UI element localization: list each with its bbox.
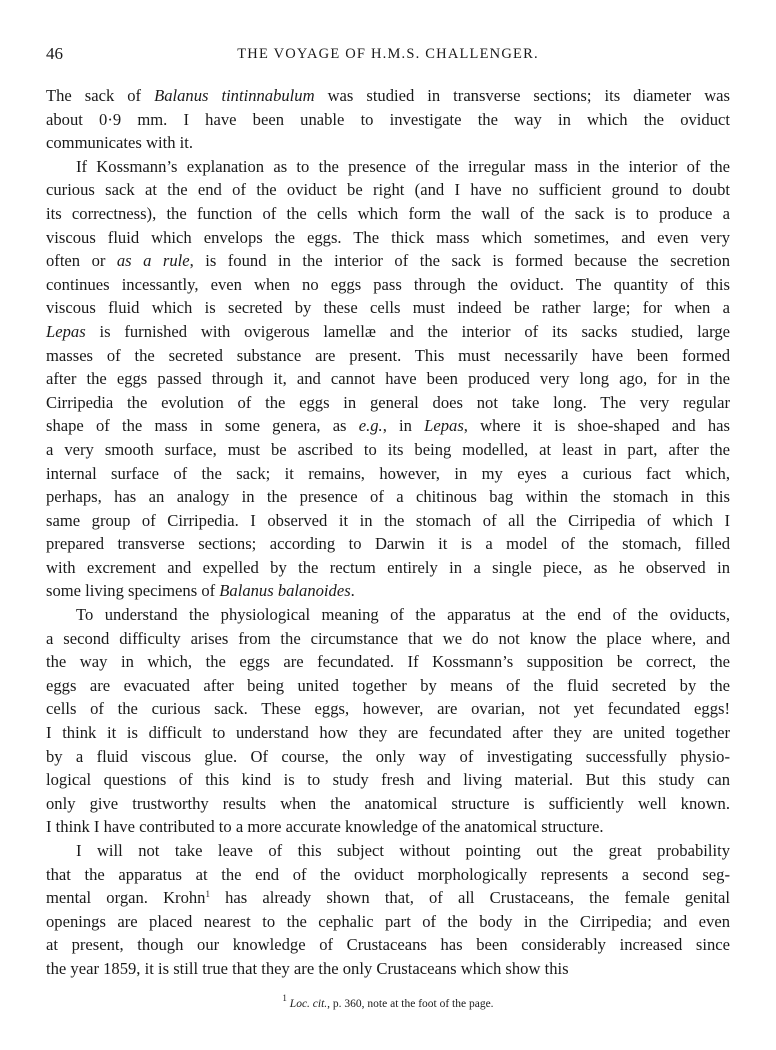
text-line — [46, 957, 730, 981]
paragraph — [46, 603, 730, 839]
text-line — [46, 391, 730, 415]
text-line — [46, 344, 730, 368]
italic-text: Balanus balanoides — [219, 581, 351, 601]
text-line — [46, 320, 730, 344]
text-line — [46, 650, 730, 674]
text-line — [46, 438, 730, 462]
text-run: has already shown that, of all Crustaceans, the female genital — [209, 888, 730, 908]
document-page — [46, 44, 730, 1010]
paragraph — [46, 84, 730, 155]
text-line — [46, 131, 730, 155]
body-text — [46, 84, 730, 981]
text-run: after the eggs passed through it, and cannot have been produced very long ago, for in the — [46, 369, 730, 389]
text-run: at present, though our knowledge of Crustaceans has been considerably increased since — [46, 935, 730, 955]
text-line — [46, 674, 730, 698]
text-line — [46, 697, 730, 721]
text-run: I think it is difficult to understand how they are fecundated after they are united together — [46, 723, 730, 743]
text-run: curious sack at the end of the oviduct be right (and I have no sufficient ground to doubt — [46, 180, 730, 200]
text-line — [46, 886, 730, 910]
text-line — [46, 627, 730, 651]
text-run: If Kossmann’s explanation as to the presence of the irregular mass in the interior of the — [76, 156, 730, 176]
page-number: 46 — [46, 44, 63, 63]
text-line — [46, 155, 730, 179]
text-line — [46, 579, 730, 603]
text-line — [46, 556, 730, 580]
text-run: The sack of — [46, 86, 155, 105]
text-line — [46, 249, 730, 273]
text-run: is furnished with ovigerous lamellæ and the interior of its sacks studied, large — [85, 321, 730, 341]
text-run: with excrement and expelled by the rectum entirely in a single piece, as he observed in — [46, 557, 730, 577]
text-run: , where it is shoe-shaped and has — [463, 416, 730, 436]
text-run: prepared transverse sections; according to Darwin it is a model of the stomach, filled — [46, 534, 730, 554]
text-run: I think I have contributed to a more accurate knowledge of the anatomical structure. — [46, 817, 604, 837]
text-run: communicates with it. — [46, 133, 194, 153]
text-run: about 0·9 mm. I have been unable to investigate the way in which the oviduct — [46, 109, 730, 129]
text-run: by a fluid viscous glue. Of course, the only way of investigating successfully physio- — [46, 746, 730, 766]
text-run: , p. 360, note at the foot of the page. — [327, 998, 494, 1010]
text-run: . — [350, 581, 355, 601]
text-line — [46, 768, 730, 792]
text-line — [46, 178, 730, 202]
text-run: cells of the curious sack. These eggs, however, are ovarian, not yet fecundated eggs! — [46, 699, 730, 719]
text-run: viscous fluid which envelops the eggs. The thick mass which sometimes, and even very — [46, 227, 730, 247]
text-run: only give trustworthy results when the anatomical structure is sufficiently well known. — [46, 793, 730, 813]
text-line — [46, 84, 730, 108]
text-run: its correctness), the function of the cells which form the wall of the sack is to produce a — [46, 203, 730, 223]
text-run: was studied in transverse sections; its diameter was — [314, 86, 730, 105]
text-run: a very smooth surface, must be ascribed to its being modelled, at least in part, after the — [46, 439, 730, 459]
italic-text: Balanus tintinnabulum — [154, 86, 315, 105]
text-run: openings are placed nearest to the cephalic part of the body in the Cirripedia; and even — [46, 911, 730, 931]
text-run: , is found in the interior of the sack is formed because the secretion — [189, 251, 730, 271]
text-run: viscous fluid which is secreted by these cells must indeed be rather large; for when a — [46, 298, 730, 318]
text-run: logical questions of this kind is to study fresh and living material. But this study can — [46, 770, 730, 790]
page-header — [46, 44, 730, 70]
text-line — [46, 933, 730, 957]
text-run: perhaps, has an analogy in the presence of a chitinous bag within the stomach in this — [46, 487, 730, 507]
text-line — [46, 509, 730, 533]
text-run: mental organ. Krohn — [46, 888, 206, 908]
text-run: I will not take leave of this subject without pointing out the great probability — [76, 841, 730, 860]
text-line — [46, 910, 730, 934]
text-run: internal surface of the sack; it remains, however, in my eyes a curious fact which, — [46, 463, 730, 483]
text-line — [46, 273, 730, 297]
paragraph — [46, 839, 730, 981]
italic-text: Loc. cit. — [289, 998, 328, 1010]
running-title: THE VOYAGE OF H.M.S. CHALLENGER. — [237, 46, 539, 62]
text-run: continues incessantly, even when no eggs pass through the oviduct. The quantity of this — [46, 274, 730, 294]
text-run: masses of the secreted substance are present. This must necessarily have been formed — [46, 345, 730, 365]
italic-text: Lepas — [424, 416, 464, 436]
text-run: shape of the mass in some genera, as — [46, 416, 359, 436]
text-line — [46, 721, 730, 745]
text-line — [46, 414, 730, 438]
text-run: the way in which, the eggs are fecundated. If Kossmann’s supposition be correct, the — [46, 652, 730, 672]
text-run: Cirripedia the evolution of the eggs in general does not take long. The very regular — [46, 392, 730, 412]
text-line — [46, 815, 730, 839]
italic-text: Lepas — [46, 321, 86, 341]
footnote-marker: 1 — [282, 993, 287, 1003]
text-run: often or — [46, 251, 117, 271]
footnote — [46, 993, 730, 1010]
text-line — [46, 485, 730, 509]
text-run: some living specimens of — [46, 581, 220, 601]
text-line — [46, 367, 730, 391]
text-run: that the apparatus at the end of the oviduct morphologically represents a second seg- — [46, 864, 730, 884]
footnote-marker: 1 — [205, 889, 210, 900]
text-run: same group of Cirripedia. I observed it in the stomach of all the Cirripedia of which I — [46, 510, 730, 530]
text-run: the year 1859, it is still true that they are the only Crustaceans which show this — [46, 958, 569, 978]
text-line — [46, 532, 730, 556]
text-line — [46, 108, 730, 132]
italic-text: as a rule — [116, 251, 190, 271]
text-run: , in — [382, 416, 425, 436]
text-line — [46, 462, 730, 486]
paragraph — [46, 155, 730, 603]
text-run: a second difficulty arises from the circumstance that we do not know the place where, and — [46, 628, 730, 648]
text-line — [46, 603, 730, 627]
text-line — [46, 296, 730, 320]
text-line — [46, 839, 730, 863]
text-line — [46, 863, 730, 887]
text-run: eggs are evacuated after being united together by means of the fluid secreted by the — [46, 675, 730, 695]
text-line — [46, 745, 730, 769]
text-line — [46, 226, 730, 250]
text-line — [46, 792, 730, 816]
text-line — [46, 202, 730, 226]
text-run: To understand the physiological meaning of the apparatus at the end of the oviducts, — [76, 605, 730, 625]
italic-text: e.g. — [358, 416, 383, 436]
